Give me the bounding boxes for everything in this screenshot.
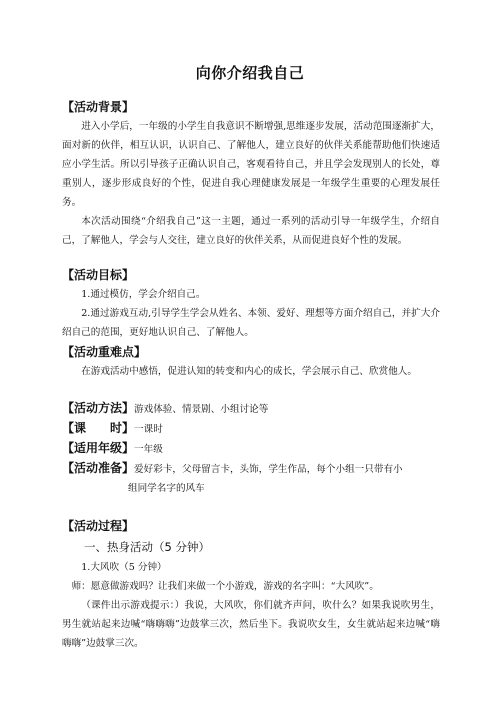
goals-heading: 【活动目标】	[62, 268, 135, 282]
prep-row	[62, 460, 440, 498]
process-heading: 【活动过程】	[62, 519, 135, 533]
grade-row	[62, 440, 440, 459]
goal-2: 2.通过游戏互动,引导学生学会从姓名、本领、爱好、理想等方面介绍自己，并扩大介绍自己的范围，更好地认识自己、了解他人。	[62, 308, 440, 338]
prep-heading: 【活动准备】	[62, 461, 135, 475]
prep-text-line-2: 组同学名字的风车	[128, 483, 205, 494]
background-section	[62, 99, 440, 250]
method-heading: 【活动方法】	[62, 401, 135, 415]
method-text: 游戏体验、情景剧、小组讨论等	[134, 404, 269, 415]
goal-1: 1.通过模仿，学会介绍自己。	[81, 289, 206, 300]
background-paragraph-1: 进入小学后，一年级的小学生自我意识不断增强,思维逐步发展，活动范围逐渐扩大，面对新的伙伴，相互认识，认识自己、了解他人，建立良好的伙伴关系能帮助他们快速适应小学生活。所以引导孩子正确认识自己，客观看待自己，并且学会发现别人的长处，尊重别人，逐步形成良好的个性，促进自我心理健康发展是一年级学生重要的心理发展任务。	[62, 121, 440, 208]
key-points-section	[62, 344, 440, 381]
process-paragraph-1: 师：愿意做游戏吗？让我们来做一个小游戏，游戏的名字叫：“大风吹”。	[71, 581, 379, 592]
method-row	[62, 400, 440, 419]
hours-heading: 【课 时】	[62, 421, 135, 435]
grade-heading: 【适用年级】	[62, 441, 135, 455]
key-points-heading: 【活动重难点】	[62, 345, 147, 359]
warmup-item-1: 1.大风吹（5 分钟）	[81, 562, 167, 573]
hours-text: 一课时	[134, 424, 163, 435]
process-section	[62, 518, 440, 653]
background-paragraph-2: 本次活动围绕“介绍我自己”这一主题，通过一系列的活动引导一年级学生，介绍自己，了解他人，学会与人交往，建立良好的伙伴关系，从而促进良好个性的发展。	[62, 216, 440, 246]
grade-text: 一年级	[134, 444, 163, 455]
page-title: 向你介绍我自己	[195, 64, 305, 82]
process-paragraph-2: （课件出示游戏提示：）我说，大风吹，你们就齐声问，吹什么？如果我说吹男生，男生就站起来边喊“嗨嗨嗨”边鼓掌三次，然后坐下。我说吹女生，女生就站起来边喊“嗨嗨嗨”边鼓掌三次。	[62, 600, 440, 649]
goals-section	[62, 267, 440, 342]
hours-row	[62, 420, 440, 439]
warmup-section-title: 一、热身活动（5 分钟）	[84, 540, 210, 554]
key-points-text: 在游戏活动中感悟，促进认知的转变和内心的成长，学会展示自己、欣赏他人。	[81, 366, 417, 377]
background-heading: 【活动背景】	[62, 100, 135, 114]
prep-text-line-1: 爱好彩卡，父母留言卡，头饰，学生作品，每个小组一只带有小	[134, 464, 403, 475]
